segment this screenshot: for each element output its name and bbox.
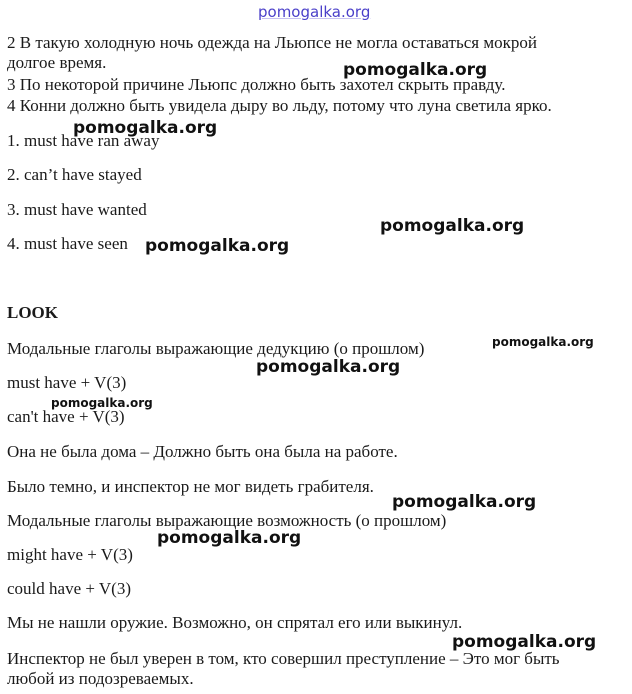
translation-line: 3 По некоторой причине Льюпс должно быть захотел скрыть правду. xyxy=(7,75,506,94)
watermark: pomogalka.org xyxy=(392,492,537,512)
translation-line: 2 В такую холодную ночь одежда на Льюпсе не могла оставаться мокрой xyxy=(7,33,537,52)
translation-line: долгое время. xyxy=(7,53,107,72)
rule-line: could have + V(3) xyxy=(7,579,131,598)
watermark: pomogalka.org xyxy=(452,632,597,652)
watermark-top[interactable]: pomogalka.org xyxy=(258,3,371,21)
watermark: pomogalka.org xyxy=(492,335,594,349)
watermark: pomogalka.org xyxy=(380,216,525,236)
watermark: pomogalka.org xyxy=(145,236,290,256)
watermark: pomogalka.org xyxy=(157,528,302,548)
rule-line: Модальные глаголы выражающие дедукцию (о прошлом) xyxy=(7,339,425,358)
translation-line: 4 Конни должно быть увидела дыру во льду, потому что луна светила ярко. xyxy=(7,96,552,115)
watermark: pomogalka.org xyxy=(51,396,153,410)
rule-line: must have + V(3) xyxy=(7,373,127,392)
section-heading: LOOK xyxy=(7,303,59,322)
answer-item: 2. can’t have stayed xyxy=(7,165,142,184)
rule-line: Модальные глаголы выражающие возможность (о прошлом) xyxy=(7,511,447,530)
answer-item: 1. must have ran away xyxy=(7,131,160,150)
rule-line: Мы не нашли оружие. Возможно, он спрятал его или выкинул. xyxy=(7,613,463,632)
rule-line: любой из подозреваемых. xyxy=(7,669,194,688)
rule-line: Было темно, и инспектор не мог видеть грабителя. xyxy=(7,477,374,496)
watermark: pomogalka.org xyxy=(343,60,488,80)
rule-line: Инспектор не был уверен в том, кто совершил преступление – Это мог быть xyxy=(7,649,560,668)
watermark: pomogalka.org xyxy=(256,357,401,377)
rule-line: can't have + V(3) xyxy=(7,407,125,426)
rule-line: might have + V(3) xyxy=(7,545,133,564)
rule-line: Она не была дома – Должно быть она была на работе. xyxy=(7,442,398,461)
answer-item: 3. must have wanted xyxy=(7,200,147,219)
answer-item: 4. must have seen xyxy=(7,234,128,253)
watermark: pomogalka.org xyxy=(73,118,218,138)
